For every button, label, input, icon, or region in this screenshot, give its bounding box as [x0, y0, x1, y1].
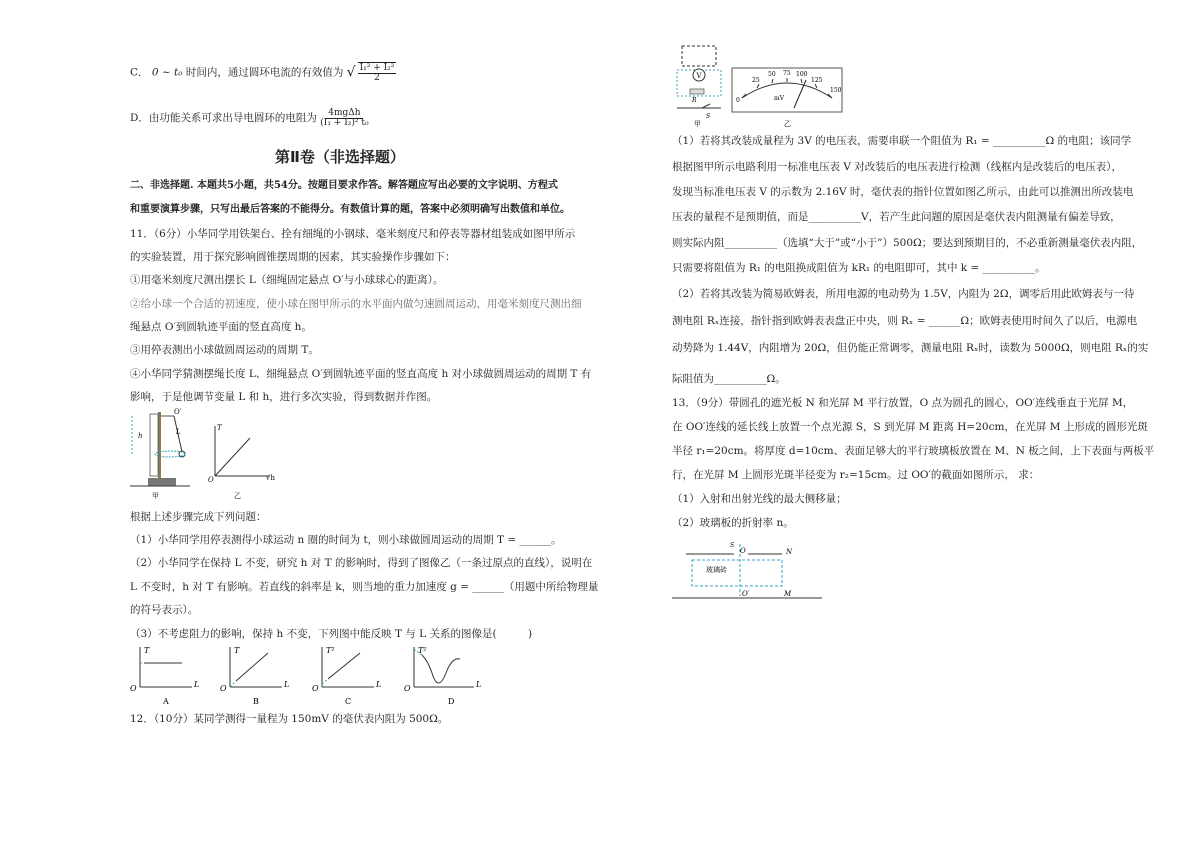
- graph-b-letter: B: [253, 697, 259, 706]
- q11-line-5: 绳悬点 O′到圆轨迹平面的竖直高度 h。: [130, 321, 312, 333]
- graph-b-label-o: O: [220, 684, 227, 693]
- graph-options: [130, 643, 490, 709]
- graph-d-label-o: O: [404, 684, 411, 693]
- graph-a-label-x: L: [194, 680, 200, 689]
- graph-d-letter: D: [448, 697, 455, 706]
- q11-figure: [130, 408, 280, 500]
- q12-line-4: 压表的量程不是预期值，而是__________V，若产生此问题的原因是毫伏表内阻测量有偏差导致，: [672, 211, 1121, 223]
- q13-line-2: 在 OO′连线的延长线上放置一个点光源 S，S 到光屏 M 距离 H=20cm，在光屏 M 上形成的圆形光斑: [672, 421, 1148, 433]
- label-jia-right: 甲: [694, 120, 701, 128]
- ruler: [150, 414, 158, 476]
- meter-yi: [732, 68, 842, 128]
- label-glass: 玻璃砖: [706, 566, 727, 574]
- meter-tick-label-150: 150: [830, 87, 842, 94]
- instruction-line-2: 和重要演算步骤，只写出最后答案的不能得分。有数值计算的题，答案中必须明确写出数值和单位。: [130, 204, 570, 215]
- label-h: h: [138, 432, 143, 440]
- q11-after-6: （3）不考虑阻力的影响，保持 h 不变，下列图中能反映 T 与 L 关系的图像是( ): [130, 628, 533, 640]
- label-N: N: [786, 548, 793, 556]
- q11-after-4: L 不变时，h 对 T 有影响。若直线的斜率是 k，则当地的重力加速度 g = ______（用题中所给物理量: [130, 581, 599, 593]
- meter-tick-label-100: 100: [796, 71, 808, 78]
- option-d-den: (I₁ + I₂)² t₀: [320, 118, 369, 128]
- q13-line-4: 行，在光屏 M 上圆形光斑半径变为 r₂=15cm。过 OO′的截面如图所示， 求：: [672, 469, 1040, 481]
- q11-after-5: 的符号表示）。: [130, 604, 199, 616]
- graph-a-label-o: O: [130, 684, 137, 693]
- q12-line-1: （1）若将其改装成量程为 3V 的电压表，需要串联一个阻值为 R₁ = __________Ω 的电阻；该同学: [672, 135, 1132, 147]
- q13-figure: [672, 540, 832, 604]
- label-S-source: S: [730, 542, 735, 549]
- option-c-sqrt: [358, 62, 397, 83]
- graph-b-label-y: T: [234, 646, 240, 655]
- graph-d-label-y: T²: [418, 646, 427, 655]
- label-V: V: [696, 72, 702, 80]
- graph-b: [220, 646, 289, 706]
- option-c-prefix: C．: [130, 66, 149, 79]
- graph-a-letter: A: [163, 697, 169, 706]
- q12-line-8: 测电阻 Rₓ连接，指针指到欧姆表表盘正中央，则 Rₓ = ______Ω；欧姆表使用时间久了以后，电源电: [672, 315, 1138, 327]
- q11-line-1: 11．（6分）小华同学用铁架台、拴有细绳的小钢球、毫米刻度尺和停表等器材组装成如图甲所示: [130, 228, 576, 240]
- switch-icon: [702, 104, 710, 108]
- q12-line-6: 只需要将阻值为 R₁ 的电阻换成阻值为 kR₁ 的电阻即可，其中 k = __________。: [672, 262, 1046, 274]
- q13-line-3: 半径 r₁=20cm。将厚度 d=10cm、表面足够大的平行玻璃板放置在 M、N 板之间，上下表面与两板平: [672, 445, 1155, 457]
- graph-a: [130, 646, 199, 706]
- graph-d: [404, 646, 481, 706]
- meter-tick-label-75: 75: [783, 70, 791, 77]
- q11-after-1: 根据上述步骤完成下列问题：: [130, 511, 267, 523]
- q11-line-4: ②给小球一个合适的初速度，使小球在图甲所示的水平面内做匀速圆周运动，用毫米刻度尺测出细: [130, 298, 582, 310]
- q11-line-7: ④小华同学猜测摆绳长度 L、细绳悬点 O′到圆轨迹平面的竖直高度 h 对小球做圆周运动的周期 T 有: [130, 368, 592, 380]
- dashed-box: [682, 46, 716, 66]
- q11-after-3: （2）小华同学在保持 L 不变，研究 h 对 T 的影响时，得到了图像乙（一条过原点的直线），说明在: [130, 557, 593, 569]
- q12-line-10: 际阻值为__________Ω。: [672, 373, 786, 385]
- q12-figure: [672, 42, 892, 128]
- yi-line: [215, 438, 250, 476]
- option-c-text: 时间内，通过圆环电流的有效值为: [185, 66, 344, 79]
- graph-c-label-x: L: [376, 680, 382, 689]
- graph-d-curve: [422, 655, 460, 683]
- graph-a-label-y: T: [144, 646, 150, 655]
- option-c: C． 0 ~ t₀ 时间内，通过圆环电流的有效值为 √ $\frac{\text{I₁² + I₂²}}{2}$: [130, 63, 395, 83]
- q13-line-1: 13．（9分）带圆孔的遮光板 N 和光屏 M 平行放置，O 点为圆孔的圆心，OO′连线垂直于光屏 M，: [672, 397, 1134, 409]
- q13-line-5: （1）入射和出射光线的最大侧移量；: [672, 493, 847, 505]
- label-Op: O′: [174, 408, 182, 416]
- q11-line-2: 的实验装置，用于探究影响圆锥摆周期的因素，其实验操作步骤如下：: [130, 251, 456, 263]
- option-c-num: I₁² + I₂²: [359, 63, 395, 73]
- graph-d-label-x: L: [476, 680, 482, 689]
- q12-line-5: 则实际内阻__________（选填“大于”或“小于”）500Ω；要达到预期目的，不必重新测量毫伏表内阻，: [672, 237, 1143, 249]
- graph-b-label-x: L: [284, 680, 290, 689]
- graph-c-label-o: O: [312, 684, 319, 693]
- graph-b-dash: [230, 681, 236, 687]
- q12-line-2: 根据图甲所示电路利用一标准电压表 V 对改装后的电压表进行检测（线框内是改装后的电压表），: [672, 161, 1123, 173]
- meter-tick-label-125: 125: [811, 77, 823, 84]
- graph-c: [312, 646, 381, 706]
- stand-pole: [158, 412, 161, 486]
- graph-c-line: [328, 653, 360, 679]
- graph-b-line: [236, 653, 268, 681]
- q12-line-7: （2）若将其改装为简易欧姆表，所用电源的电动势为 1.5V，内阻为 2Ω，调零后用此欧姆表与一待: [672, 288, 1135, 300]
- circuit-jia: [677, 46, 721, 128]
- option-d-num: 4mgΔh: [328, 108, 361, 118]
- q12-line-9: 动势降为 1.44V，内阻增为 20Ω，但仍能正常调零，测量电阻 Rₓ时，读数为 5000Ω，则电阻 Rₓ的实: [672, 342, 1149, 354]
- stand-base: [148, 478, 176, 486]
- yi-label-T: T: [217, 424, 222, 432]
- graph-c-letter: C: [345, 697, 352, 706]
- meter-unit: mV: [774, 95, 785, 102]
- pendulum-figure: [130, 408, 190, 500]
- label-Op-right: O′: [742, 590, 750, 598]
- yi-label-sqrt-h: √h: [266, 474, 275, 482]
- option-c-den: 2: [374, 73, 380, 83]
- meter-tick-label-25: 25: [752, 77, 760, 84]
- label-S: S: [706, 113, 711, 120]
- option-c-range: 0 ~ t₀: [151, 66, 183, 79]
- option-d-fraction: [320, 108, 368, 128]
- label-yi-right: 乙: [784, 120, 791, 128]
- option-d-prefix: D．由功能关系可求出导电圆环的电阻为: [130, 112, 317, 124]
- q12-line-3: 发现当标准电压表 V 的示数为 2.16V 时，毫伏表的指针位置如图乙所示，由此可以推测出所改装电: [672, 186, 1134, 198]
- q11-line-8: 影响，于是他调节变量 L 和 h，进行多次实验，得到数据并作图。: [130, 391, 438, 403]
- meter-tick-label-50: 50: [768, 71, 776, 78]
- q11-after-2: （1）小华同学用停表测得小球运动 n 圈的时间为 t，则小球做圆周运动的周期 T = ______。: [130, 534, 562, 546]
- graph-c-label-y: T²: [326, 646, 335, 655]
- rheostat-icon: [690, 89, 704, 94]
- section-title: 第Ⅱ卷（非选择题）: [275, 148, 405, 166]
- label-O: O: [740, 547, 746, 555]
- instruction-line-1: 二、非选择题. 本题共5小题，共54分。按题目要求作答。解答题应写出必要的文字说明、方程式: [130, 180, 558, 191]
- left-column: [130, 0, 599, 849]
- q13-line-6: （2）玻璃板的折射率 n。: [672, 517, 794, 529]
- q12-intro: 12．（10分）某同学测得一量程为 150mV 的毫伏表内阻为 500Ω。: [130, 713, 449, 725]
- label-jia: 甲: [152, 492, 159, 500]
- label-R: R: [692, 97, 697, 104]
- option-d: [130, 108, 369, 128]
- label-yi: 乙: [234, 492, 241, 500]
- label-L: L: [176, 428, 181, 436]
- graph-yi: [208, 424, 275, 500]
- q11-line-3: ①用毫米刻度尺测出摆长 L（细绳固定悬点 O′与小球球心的距离）。: [130, 274, 444, 286]
- yi-label-O: O: [208, 476, 214, 484]
- q11-line-6: ③用停表测出小球做圆周运动的周期 T。: [130, 344, 319, 356]
- graph-c-dash: [322, 679, 328, 684]
- label-M: M: [784, 590, 792, 598]
- right-column: [672, 0, 1155, 849]
- meter-tick-label-0: 0: [736, 97, 740, 104]
